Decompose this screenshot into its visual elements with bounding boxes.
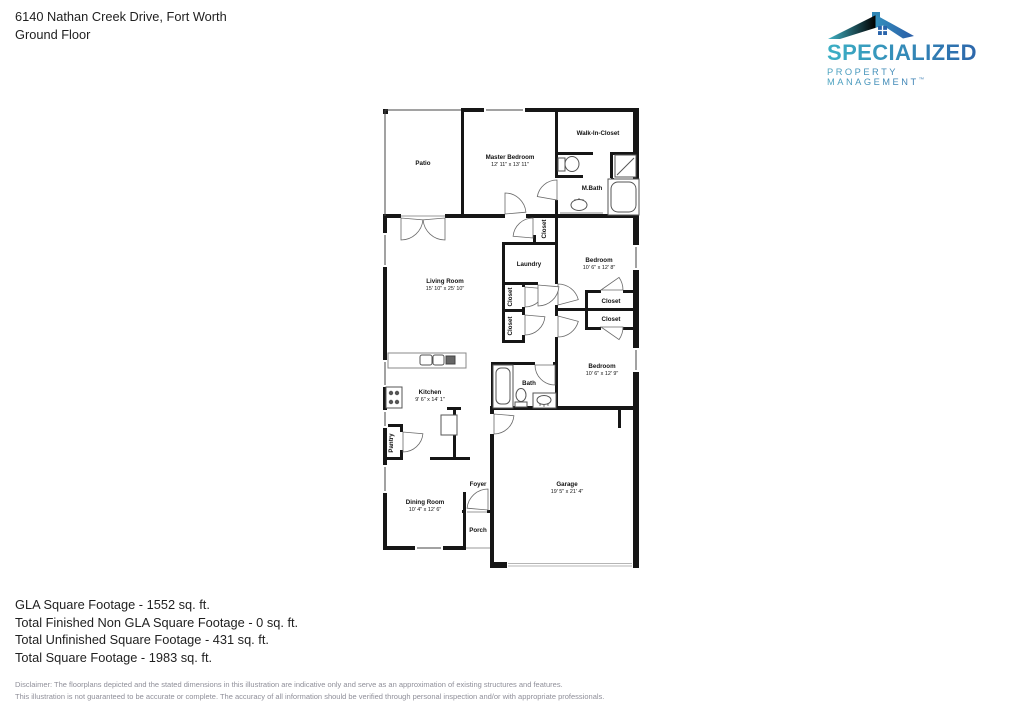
wall — [502, 242, 505, 285]
wall — [445, 214, 505, 218]
room-label-closet-1: Closet — [601, 298, 621, 305]
room-dims-garage: 19' 5" x 21' 4" — [550, 489, 584, 495]
wall — [522, 335, 525, 343]
door-arc — [538, 285, 559, 306]
door-arc — [401, 218, 423, 240]
disclaimer-line-2: This illustration is not guaranteed to be accurate or complete. The accuracy of all information should be verified through personal inspection and/or with appropriate professionals. — [15, 691, 605, 701]
wall — [461, 108, 464, 218]
brand-name: SPECIALIZED — [827, 40, 999, 66]
fixture — [539, 404, 540, 405]
wall — [502, 340, 525, 343]
brand-tagline — [827, 67, 999, 87]
wall — [533, 235, 536, 242]
fixture — [537, 396, 551, 405]
wall — [555, 175, 583, 178]
fixture — [547, 404, 548, 405]
fixture — [578, 198, 580, 200]
wall — [555, 200, 558, 218]
fixture — [515, 402, 527, 407]
total-footage-line: Total Square Footage - 1983 sq. ft. — [15, 649, 213, 665]
wall — [487, 510, 494, 513]
room-label-closet-a: Closet — [507, 287, 514, 307]
window-opening — [507, 561, 633, 569]
room-dims-master-bedroom: 12' 11" x 13' 11" — [491, 162, 529, 168]
room-label-m-bath: M.Bath — [581, 185, 603, 192]
fixture — [611, 182, 636, 212]
finished-non-gla-line: Total Finished Non GLA Square Footage - 0 sq. ft. — [15, 614, 299, 630]
room-label-foyer: Foyer — [469, 481, 487, 488]
room-label-living-room: Living Room — [426, 278, 464, 285]
wall — [610, 155, 613, 178]
fixture — [433, 355, 444, 365]
brand-tagline-text: PROPERTY MANAGEMENT — [827, 67, 919, 87]
floor-plan — [383, 106, 639, 568]
fixture — [516, 389, 526, 402]
wall — [430, 457, 470, 460]
fixture — [558, 158, 565, 171]
fixture — [446, 356, 455, 364]
wall — [490, 434, 494, 568]
room-dims-bedroom-2: 10' 6" x 12' 9" — [585, 371, 619, 377]
room-label-walk-in-closet: Walk-In-Closet — [576, 130, 620, 137]
trademark-symbol: ™ — [918, 77, 925, 83]
door-arc — [525, 315, 545, 335]
fixture — [395, 400, 399, 404]
floor-subtitle: Ground Floor — [15, 26, 91, 42]
wall — [385, 457, 403, 460]
wall — [623, 327, 635, 330]
door-arc — [601, 277, 623, 290]
room-label-dining-room: Dining Room — [405, 499, 445, 506]
fixture — [571, 200, 587, 211]
wall — [522, 307, 525, 315]
door-arc — [537, 180, 557, 200]
footage-summary — [15, 596, 298, 666]
room-label-closet-2: Closet — [601, 316, 621, 323]
room-label-bath: Bath — [522, 380, 536, 387]
logo-roof-icon — [828, 12, 914, 39]
room-dims-living-room: 15' 10" x 25' 10" — [425, 286, 465, 292]
room-label-kitchen: Kitchen — [418, 389, 442, 396]
wall — [633, 410, 639, 568]
wall — [522, 282, 525, 287]
door-arc — [535, 365, 555, 385]
fixture — [565, 157, 579, 172]
header — [15, 8, 227, 43]
fixture — [496, 368, 510, 404]
door-arc — [601, 327, 623, 340]
fixture — [386, 387, 402, 408]
wall — [632, 562, 639, 568]
room-dims-kitchen: 9' 6" x 14' 1" — [415, 397, 445, 403]
page-title: 6140 Nathan Creek Drive, Fort Worth — [15, 9, 227, 24]
wall — [447, 407, 461, 410]
wall — [502, 282, 538, 285]
room-label-laundry: Laundry — [516, 261, 542, 268]
room-label-bedroom-2: Bedroom — [588, 363, 616, 370]
wall — [555, 152, 593, 155]
wall — [555, 218, 558, 284]
wall — [623, 290, 635, 293]
wall — [502, 282, 505, 343]
door-arc — [513, 218, 533, 238]
room-label-bedroom-1: Bedroom — [585, 257, 613, 264]
door-arc — [558, 316, 578, 337]
room-label-pantry: Pantry — [388, 433, 395, 453]
gla-footage-line: GLA Square Footage - 1552 sq. ft. — [15, 597, 210, 612]
room-dims-dining-room: 10' 4" x 12' 6" — [408, 507, 442, 513]
wall — [553, 362, 557, 365]
wall — [400, 424, 403, 432]
door-arc — [505, 193, 526, 214]
wall — [383, 214, 401, 218]
disclaimer-line-1: Disclaimer: The floorplans depicted and the stated dimensions in this illustration are indicative only and serve as an approximation of existing structures and features. — [15, 680, 563, 689]
fixture — [395, 391, 399, 395]
room-label-porch: Porch — [469, 527, 487, 534]
wall — [555, 308, 639, 311]
room-dims-bedroom-1: 10' 6" x 12' 8" — [582, 265, 616, 271]
wall — [585, 308, 588, 330]
fixture — [441, 415, 457, 435]
fixture — [543, 405, 544, 406]
fixture — [389, 391, 393, 395]
room-label-garage: Garage — [556, 481, 578, 488]
door-arc — [403, 432, 423, 452]
wall — [463, 492, 466, 550]
room-label-master-bedroom: Master Bedroom — [485, 154, 535, 161]
door-arc — [494, 414, 514, 434]
door-arc — [467, 489, 488, 510]
room-label-closet-hall: Closet — [541, 219, 548, 239]
fixture — [574, 199, 576, 201]
door-arc — [558, 284, 578, 305]
brand-logo — [827, 12, 999, 87]
room-label-closet-b: Closet — [507, 316, 514, 336]
unfinished-footage-line: Total Unfinished Square Footage - 431 sq. ft. — [15, 632, 269, 648]
wall — [502, 242, 558, 245]
fixture — [389, 400, 393, 404]
fixture — [582, 199, 584, 201]
wall — [585, 290, 588, 311]
door-arc — [423, 218, 445, 240]
wall — [502, 309, 525, 312]
fixture — [420, 355, 432, 365]
wall — [618, 410, 621, 428]
room-label-patio: Patio — [415, 160, 431, 167]
disclaimer — [15, 679, 604, 703]
